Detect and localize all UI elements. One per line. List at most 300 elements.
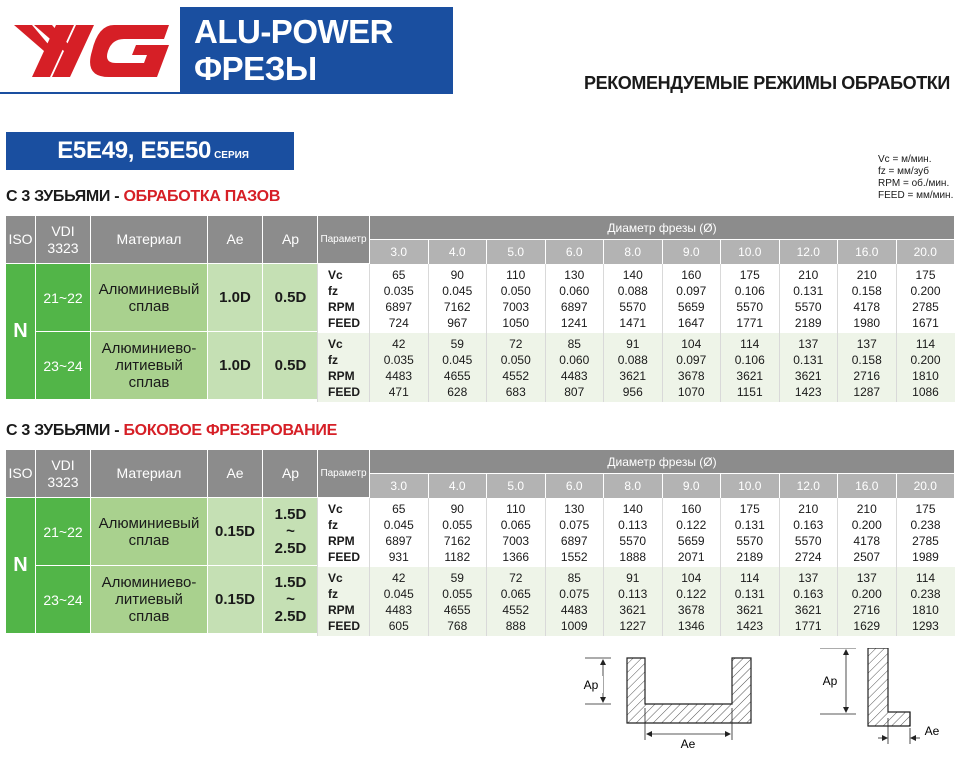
param-value-rpm: 3621 — [736, 603, 764, 617]
param-value-feed: 931 — [388, 550, 409, 564]
param-value-vc: 59 — [450, 571, 464, 585]
unit-vc: Vc = м/мин. — [878, 154, 932, 165]
diameter-cell: 20.0 — [896, 240, 955, 264]
param-label: Vc — [328, 268, 343, 283]
param-value-feed: 1771 — [736, 316, 764, 330]
param-label-cell — [318, 567, 370, 636]
param-values-cell — [721, 498, 780, 567]
param-values-cell — [896, 567, 955, 636]
header-ap: Ap — [263, 216, 319, 264]
param-value-rpm: 2785 — [912, 534, 939, 548]
param-value-feed: 471 — [388, 385, 409, 399]
material-table-header — [6, 216, 319, 264]
param-value-fz: 0.163 — [793, 587, 824, 601]
param-value-fz: 0.131 — [793, 284, 824, 298]
param-value-feed: 605 — [388, 619, 409, 633]
param-value-feed: 1287 — [853, 385, 881, 399]
section-title-prefix: С 3 ЗУБЬЯМИ - — [6, 188, 120, 205]
param-value-vc: 210 — [856, 502, 877, 516]
param-group — [318, 264, 955, 333]
param-value-rpm: 4655 — [443, 603, 471, 617]
header-iso: ISO — [6, 450, 36, 498]
param-value-rpm: 5570 — [619, 534, 647, 548]
param-value-rpm: 7003 — [502, 534, 530, 548]
param-value-feed: 1423 — [736, 619, 764, 633]
param-group — [318, 567, 955, 636]
param-header-row — [318, 450, 955, 474]
param-value-fz: 0.035 — [383, 284, 414, 298]
vdi-cell: 23~24 — [36, 332, 91, 400]
param-value-feed: 1423 — [794, 385, 822, 399]
param-label: FEED — [328, 550, 361, 565]
ap-cell: 1.5D ~ 2.5D — [263, 498, 319, 566]
section-title — [6, 422, 337, 440]
diameter-cell: 4.0 — [428, 240, 487, 264]
param-value-vc: 114 — [915, 571, 936, 585]
param-values-cell — [487, 498, 546, 567]
param-value-rpm: 4483 — [385, 603, 413, 617]
param-value-rpm: 5659 — [677, 534, 705, 548]
brand-banner — [180, 7, 453, 93]
param-value-feed: 1366 — [502, 550, 530, 564]
param-values-cell — [896, 333, 955, 402]
unit-feed: FEED = мм/мин. — [878, 190, 954, 201]
param-value-feed: 1888 — [619, 550, 647, 564]
param-value-vc: 114 — [915, 337, 936, 351]
param-value-fz: 0.035 — [383, 353, 414, 367]
diameter-cell: 9.0 — [662, 474, 721, 498]
param-value-fz: 0.106 — [734, 353, 765, 367]
param-value-fz: 0.131 — [793, 353, 824, 367]
param-value-feed: 1050 — [502, 316, 530, 330]
param-values-cell — [428, 567, 487, 636]
param-value-feed: 1552 — [560, 550, 588, 564]
param-value-feed: 1771 — [794, 619, 822, 633]
header-ae: Ae — [208, 216, 263, 264]
material-cell: Алюминиево- литиевый сплав — [91, 332, 208, 400]
param-group — [318, 498, 955, 567]
param-value-rpm: 4178 — [853, 300, 881, 314]
header-vdi: VDI 3323 — [36, 216, 91, 264]
param-label-cell — [318, 264, 370, 333]
ae-cell: 1.0D — [208, 332, 263, 400]
param-values-cell — [545, 333, 604, 402]
param-value-rpm: 4483 — [385, 369, 413, 383]
diameter-cell: 4.0 — [428, 474, 487, 498]
param-label: Vc — [328, 571, 343, 585]
header-ae: Ae — [208, 450, 263, 498]
param-values-cell — [487, 567, 546, 636]
diameter-cell: 3.0 — [370, 474, 429, 498]
param-value-rpm: 2785 — [912, 300, 939, 314]
iso-group: N — [6, 264, 36, 400]
param-label: fz — [328, 587, 338, 601]
param-value-feed: 1070 — [677, 385, 705, 399]
iso-group: N — [6, 498, 36, 634]
brand-logo — [0, 7, 180, 93]
param-value-feed: 1182 — [444, 550, 471, 564]
param-value-feed: 2724 — [794, 550, 822, 564]
param-label: FEED — [328, 619, 361, 633]
unit-rpm: RPM = об./мин. — [878, 178, 950, 189]
param-values-cell — [545, 264, 604, 333]
param-value-rpm: 3621 — [619, 369, 647, 383]
param-value-vc: 91 — [626, 337, 640, 351]
header-rule — [0, 92, 453, 94]
param-value-feed: 1980 — [853, 316, 881, 330]
param-value-feed: 628 — [447, 385, 468, 399]
param-value-rpm: 4655 — [443, 369, 471, 383]
param-value-feed: 1989 — [912, 550, 939, 564]
param-value-vc: 137 — [798, 337, 819, 351]
param-value-vc: 137 — [856, 571, 877, 585]
param-value-fz: 0.050 — [500, 353, 531, 367]
param-values-cell — [370, 264, 429, 333]
param-value-vc: 110 — [506, 268, 526, 282]
material-row — [6, 264, 319, 332]
material-table — [5, 449, 319, 634]
param-value-feed: 2189 — [794, 316, 822, 330]
param-value-rpm: 6897 — [560, 300, 588, 314]
param-value-fz: 0.238 — [910, 587, 941, 601]
param-header-row — [318, 216, 955, 240]
param-value-feed: 1009 — [560, 619, 588, 633]
param-value-fz: 0.200 — [851, 587, 882, 601]
section-title — [6, 188, 280, 206]
param-label: fz — [328, 284, 338, 299]
param-value-fz: 0.060 — [559, 284, 590, 298]
param-value-vc: 114 — [740, 571, 760, 585]
param-label: FEED — [328, 385, 361, 399]
param-value-fz: 0.065 — [500, 587, 531, 601]
diameter-row — [318, 240, 955, 264]
param-value-rpm: 1810 — [912, 603, 939, 617]
section-title-prefix: С 3 ЗУБЬЯМИ - — [6, 422, 120, 439]
param-value-fz: 0.075 — [559, 587, 590, 601]
diameter-cell: 5.0 — [487, 474, 546, 498]
param-value-feed: 888 — [505, 619, 526, 633]
param-value-feed: 1086 — [912, 385, 939, 399]
diameter-cell: 6.0 — [545, 474, 604, 498]
param-value-rpm: 5659 — [677, 300, 705, 314]
ap-cell: 0.5D — [263, 332, 319, 400]
diameter-cell: 16.0 — [838, 240, 897, 264]
header-ap: Ap — [263, 450, 319, 498]
param-value-vc: 175 — [739, 502, 760, 516]
header-vdi: VDI 3323 — [36, 450, 91, 498]
param-value-fz: 0.131 — [734, 587, 765, 601]
param-value-feed: 2189 — [736, 550, 764, 564]
param-label: RPM — [328, 369, 355, 383]
param-value-rpm: 6897 — [560, 534, 588, 548]
param-value-fz: 0.200 — [910, 284, 941, 298]
param-value-vc: 140 — [622, 268, 643, 282]
header-parameter: Параметр — [318, 450, 370, 498]
param-values-cell — [428, 498, 487, 567]
param-value-rpm: 5570 — [794, 300, 822, 314]
param-label: RPM — [328, 534, 355, 549]
param-value-fz: 0.097 — [676, 353, 707, 367]
param-value-feed: 2071 — [677, 550, 705, 564]
param-value-feed: 956 — [622, 385, 643, 399]
param-values-cell — [721, 567, 780, 636]
param-value-vc: 210 — [798, 502, 819, 516]
diameter-cell: 5.0 — [487, 240, 546, 264]
param-value-rpm: 4483 — [560, 369, 588, 383]
param-value-feed: 1346 — [677, 619, 705, 633]
param-value-fz: 0.045 — [383, 518, 414, 532]
param-value-fz: 0.065 — [500, 518, 531, 532]
side-ap-label: Ap — [822, 674, 838, 688]
param-values-cell — [370, 498, 429, 567]
ae-cell: 0.15D — [208, 498, 263, 566]
param-value-feed: 1671 — [912, 316, 939, 330]
header-iso: ISO — [6, 216, 36, 264]
param-value-fz: 0.075 — [559, 518, 590, 532]
header-diameter: Диаметр фрезы (Ø) — [370, 216, 955, 240]
param-value-feed: 1471 — [619, 316, 647, 330]
param-value-vc: 110 — [506, 502, 526, 516]
param-value-fz: 0.106 — [734, 284, 765, 298]
param-label: Vc — [328, 337, 343, 351]
param-value-rpm: 4483 — [560, 603, 588, 617]
param-group — [318, 333, 955, 402]
slot-ae-label: Ae — [680, 737, 696, 751]
param-value-rpm: 6897 — [385, 300, 413, 314]
param-value-rpm: 5570 — [736, 534, 764, 548]
param-value-vc: 130 — [564, 502, 585, 516]
header-parameter: Параметр — [318, 216, 370, 264]
param-value-fz: 0.163 — [793, 518, 824, 532]
param-value-rpm: 4552 — [502, 603, 530, 617]
param-values-cell — [779, 333, 838, 402]
param-label: Vc — [328, 502, 343, 517]
param-value-vc: 210 — [798, 268, 819, 282]
side-ae-label: Ae — [924, 724, 940, 738]
param-value-fz: 0.045 — [442, 284, 473, 298]
param-values-cell — [662, 333, 721, 402]
param-value-fz: 0.158 — [851, 284, 882, 298]
param-value-feed: 1227 — [619, 619, 647, 633]
param-value-rpm: 2716 — [853, 603, 881, 617]
param-values-cell — [838, 498, 897, 567]
param-label-cell — [318, 498, 370, 567]
slot-ap-label: Ap — [583, 678, 599, 692]
param-values-cell — [604, 264, 663, 333]
param-value-fz: 0.113 — [618, 518, 648, 532]
param-values-cell — [662, 264, 721, 333]
yg-logo-icon — [4, 17, 174, 83]
material-table — [5, 215, 319, 400]
param-value-rpm: 6897 — [385, 534, 413, 548]
param-value-rpm: 3678 — [677, 603, 705, 617]
vdi-cell: 21~22 — [36, 498, 91, 566]
series-suffix: СЕРИЯ — [214, 150, 249, 161]
param-value-feed: 724 — [388, 316, 409, 330]
product-line-title: ALU-POWER — [194, 13, 393, 50]
vdi-cell: 23~24 — [36, 566, 91, 634]
header-material: Материал — [91, 216, 208, 264]
diameter-cell: 10.0 — [721, 474, 780, 498]
material-row — [6, 332, 319, 400]
param-value-fz: 0.045 — [383, 587, 414, 601]
diameter-cell: 3.0 — [370, 240, 429, 264]
diameter-cell: 9.0 — [662, 240, 721, 264]
parameter-table — [317, 449, 955, 636]
param-value-rpm: 7162 — [443, 534, 471, 548]
param-values-cell — [721, 333, 780, 402]
param-value-fz: 0.122 — [676, 518, 707, 532]
param-value-fz: 0.238 — [910, 518, 941, 532]
param-label: FEED — [328, 316, 361, 331]
section-title-highlight: ОБРАБОТКА ПАЗОВ — [123, 188, 281, 205]
param-values-cell — [896, 264, 955, 333]
ae-cell: 1.0D — [208, 264, 263, 332]
ae-cell: 0.15D — [208, 566, 263, 634]
param-value-feed: 683 — [505, 385, 526, 399]
param-value-feed: 1293 — [912, 619, 939, 633]
param-values-cell — [370, 567, 429, 636]
param-values-cell — [545, 498, 604, 567]
ap-cell: 1.5D ~ 2.5D — [263, 566, 319, 634]
param-value-vc: 65 — [392, 502, 406, 516]
side-milling-diagram — [808, 648, 963, 753]
param-value-vc: 90 — [450, 502, 464, 516]
param-value-fz: 0.113 — [618, 587, 648, 601]
recommendation-title: РЕКОМЕНДУЕМЫЕ РЕЖИМЫ ОБРАБОТКИ — [584, 73, 950, 93]
material-row — [6, 566, 319, 634]
param-values-cell — [428, 264, 487, 333]
param-values-cell — [487, 333, 546, 402]
diameter-cell: 12.0 — [779, 474, 838, 498]
param-value-fz: 0.045 — [442, 353, 473, 367]
param-value-rpm: 1810 — [912, 369, 939, 383]
param-value-rpm: 5570 — [619, 300, 647, 314]
param-values-cell — [838, 567, 897, 636]
diameter-cell: 6.0 — [545, 240, 604, 264]
diameter-cell: 8.0 — [604, 240, 663, 264]
param-value-fz: 0.088 — [617, 284, 648, 298]
units-legend — [878, 154, 953, 202]
param-value-vc: 137 — [856, 337, 877, 351]
param-value-vc: 90 — [450, 268, 464, 282]
param-value-vc: 59 — [450, 337, 464, 351]
material-cell: Алюминиево- литиевый сплав — [91, 566, 208, 634]
param-value-rpm: 3621 — [619, 603, 647, 617]
param-value-vc: 114 — [740, 337, 760, 351]
param-value-feed: 1647 — [677, 316, 705, 330]
param-values-cell — [838, 333, 897, 402]
param-values-cell — [721, 264, 780, 333]
param-values-cell — [896, 498, 955, 567]
param-values-cell — [838, 264, 897, 333]
param-value-fz: 0.088 — [617, 353, 648, 367]
param-value-vc: 91 — [626, 571, 640, 585]
param-value-vc: 175 — [739, 268, 760, 282]
param-value-vc: 210 — [856, 268, 877, 282]
param-value-fz: 0.200 — [910, 353, 941, 367]
param-values-cell — [545, 567, 604, 636]
param-values-cell — [604, 567, 663, 636]
series-banner — [6, 132, 294, 170]
param-value-rpm: 5570 — [794, 534, 822, 548]
param-values-cell — [662, 498, 721, 567]
param-value-vc: 104 — [681, 571, 702, 585]
param-value-rpm: 3621 — [794, 369, 822, 383]
material-table-header — [6, 450, 319, 498]
param-label-cell — [318, 333, 370, 402]
param-value-feed: 768 — [447, 619, 468, 633]
header-material: Материал — [91, 450, 208, 498]
param-value-rpm: 5570 — [736, 300, 764, 314]
parameter-table — [317, 215, 955, 402]
param-value-fz: 0.055 — [442, 587, 473, 601]
param-value-vc: 65 — [392, 268, 406, 282]
param-value-vc: 72 — [509, 571, 523, 585]
param-value-vc: 160 — [681, 268, 702, 282]
param-values-cell — [428, 333, 487, 402]
slot-milling-diagram — [575, 648, 765, 753]
param-value-rpm: 2716 — [853, 369, 881, 383]
param-values-cell — [370, 333, 429, 402]
series-name: E5E49, E5E50 — [57, 137, 212, 164]
param-value-rpm: 7162 — [443, 300, 471, 314]
param-value-feed: 967 — [447, 316, 468, 330]
param-value-vc: 130 — [564, 268, 585, 282]
param-value-rpm: 3621 — [794, 603, 822, 617]
param-values-cell — [779, 567, 838, 636]
material-cell: Алюминиевый сплав — [91, 264, 208, 332]
param-value-vc: 42 — [392, 571, 406, 585]
param-value-fz: 0.055 — [442, 518, 473, 532]
param-value-vc: 140 — [622, 502, 643, 516]
param-label: fz — [328, 518, 338, 533]
param-value-fz: 0.060 — [559, 353, 590, 367]
param-value-vc: 160 — [681, 502, 702, 516]
param-value-fz: 0.097 — [676, 284, 707, 298]
param-values-cell — [604, 333, 663, 402]
param-value-vc: 137 — [798, 571, 819, 585]
param-value-fz: 0.200 — [851, 518, 882, 532]
diameter-row — [318, 474, 955, 498]
param-value-fz: 0.131 — [734, 518, 765, 532]
param-values-cell — [662, 567, 721, 636]
param-value-feed: 807 — [564, 385, 585, 399]
param-value-fz: 0.158 — [851, 353, 882, 367]
unit-fz: fz = мм/зуб — [878, 166, 930, 177]
param-value-rpm: 3621 — [736, 369, 764, 383]
ap-cell: 0.5D — [263, 264, 319, 332]
param-value-vc: 85 — [567, 337, 581, 351]
section-title-highlight: БОКОВОЕ ФРЕЗЕРОВАНИЕ — [123, 422, 337, 439]
diameter-cell: 8.0 — [604, 474, 663, 498]
param-value-vc: 175 — [915, 268, 936, 282]
param-value-fz: 0.122 — [676, 587, 707, 601]
param-label: fz — [328, 353, 338, 367]
param-values-cell — [779, 264, 838, 333]
param-value-vc: 104 — [681, 337, 702, 351]
material-row — [6, 498, 319, 566]
param-value-vc: 85 — [567, 571, 581, 585]
param-value-fz: 0.050 — [500, 284, 531, 298]
param-value-rpm: 3678 — [677, 369, 705, 383]
param-value-rpm: 4552 — [502, 369, 530, 383]
param-value-rpm: 4178 — [853, 534, 881, 548]
diameter-cell: 16.0 — [838, 474, 897, 498]
param-value-feed: 2507 — [853, 550, 881, 564]
param-value-rpm: 7003 — [502, 300, 530, 314]
header-diameter: Диаметр фрезы (Ø) — [370, 450, 955, 474]
